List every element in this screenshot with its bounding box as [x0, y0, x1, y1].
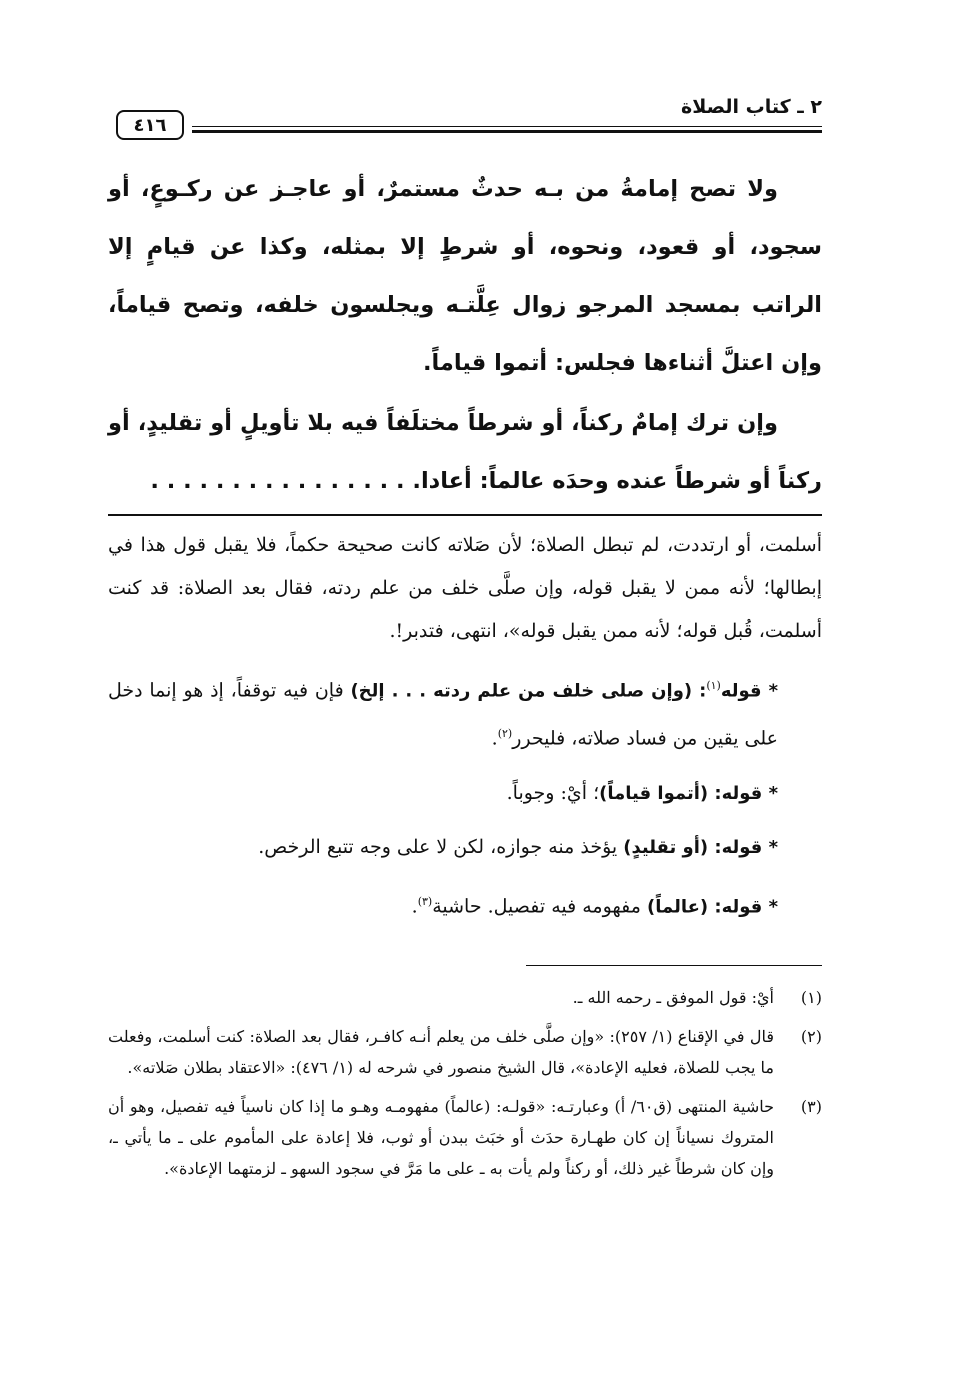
commentary-lead: * قوله: (أو تقليدٍ): [623, 836, 778, 858]
commentary-text: فإن فيه توقفاً، إذ هو إنما دخل على يقين من فساد صلاته، فليحرر: [108, 679, 778, 750]
commentary-lead: * قوله: (عالماً): [647, 895, 778, 917]
footnote-text: حاشية المنتهى (ق٦٠/ أ) وعبارتـه: «قولـه: (عالماً) مفهومـه وهـو ما إذا كان ناسياً فيه تفصيل، وهو أن المتروك نسياناً إن كان طهـارة حدَث أو خبَث ببدن أو ثوب، فلا إعادة على المأموم على ـ ما يأتي ـ، وإن كان شرطاً غير ذلك، أو ركناً ولم يأت به ـ على ما مَرَّ في سجود السهو ـ لزمتهما الإعادة».: [108, 1097, 775, 1178]
commentary-text: يؤخذ منه جوازه، لكن لا على وجه تتبع الرخص.: [258, 835, 624, 858]
commentary-lead: * قوله: (أتموا قياماً): [599, 782, 778, 804]
commentary-paragraph-2: [108, 664, 822, 761]
footnote-text: أيْ: قول الموفق ـ رحمه الله ـ.: [572, 988, 774, 1007]
footnote-2: [108, 1021, 822, 1083]
running-title: ٢ ـ كتاب الصلاة: [681, 96, 822, 118]
footnote-1: [108, 982, 822, 1013]
commentary-paragraph-5: [108, 880, 822, 928]
main-paragraph-1: ولا تصح إمامةُ من بـه حدثٌ مستمرٌ، أو عاجـز عن ركـوعٍ، أو سجود، أو قعود، ونحوه، أو شرطٍ إلا بمثله، وكذا عن قيامٍ إلا الراتب بمسجد المرجو زوال عِلَّتـه ويجلسون خلفه، وتصح قياماً، وإن اعتلَّ أثناءها فجلس: أتموا قياماً.: [108, 176, 822, 376]
commentary-end: .: [411, 894, 418, 917]
footnote-marker: (١): [800, 988, 822, 1007]
footnote-marker: (٢): [800, 1027, 822, 1046]
commentary-paragraph-4: [108, 826, 822, 869]
header-rule-thick: [192, 130, 822, 133]
commentary-quote: : (وإن صلى خلف من علم ردته . . . إلخ): [350, 680, 707, 702]
commentary: [108, 524, 822, 928]
footnote-3: [108, 1091, 822, 1184]
commentary-lead: * قوله: [720, 680, 778, 702]
commentary-paragraph-3: [108, 772, 822, 815]
main-paragraph-2: وإن ترك إمامٌ ركناً، أو شرطاً مختلَفاً فيه بلا تأويلٍ أو تقليدٍ، أو ركناً أو شرطاً عنده وحدَه عالماً: أعادا. . . . . . . . . . . . . . . . .: [108, 410, 822, 494]
commentary-text: مفهومه فيه تفصيل. حاشية: [432, 894, 648, 917]
footnote-ref-2: (٢): [497, 727, 513, 741]
footnote-divider: [526, 965, 822, 966]
main-text: [108, 160, 822, 510]
footnote-ref-3: (٣): [417, 894, 433, 908]
footnote-text: قال في الإقناع (١/ ٢٥٧): «وإن صلَّى خلف من يعلم أنـه كافـر، فقال بعد الصلاة: كنت أسلمت، وفعلت ما يجب للصلاة، فعليه الإعادة»، قال الشيخ منصور في شرحه له (١/ ٤٧٦): «الاعتقاد بطلان صَلاته».: [108, 1027, 775, 1077]
page-header: [108, 96, 822, 146]
main-text-divider: [108, 514, 822, 516]
footnotes: [108, 982, 822, 1184]
footnote-ref-1: (١): [706, 679, 721, 692]
page-number-box: ٤١٦: [116, 110, 184, 140]
footnote-marker: (٣): [800, 1097, 822, 1116]
header-rule-thin: [192, 126, 822, 127]
commentary-end: .: [491, 727, 498, 750]
commentary-text: ؛ أيْ: وجوباً.: [506, 781, 600, 804]
commentary-paragraph-1: أسلمت، أو ارتددت، لم تبطل الصلاة؛ لأن صَلاته كانت صحيحة حكماً، فلا يقبل قول هذا في إبطالها؛ لأنه ممن لا يقبل قوله، وإن صلَّى خلف من علم ردته، فقال بعد الصلاة: قد كنت أسلمت، قُبل قوله؛ لأنه ممن يقبل قوله»، انتهى، فتدبر!.: [108, 534, 822, 642]
